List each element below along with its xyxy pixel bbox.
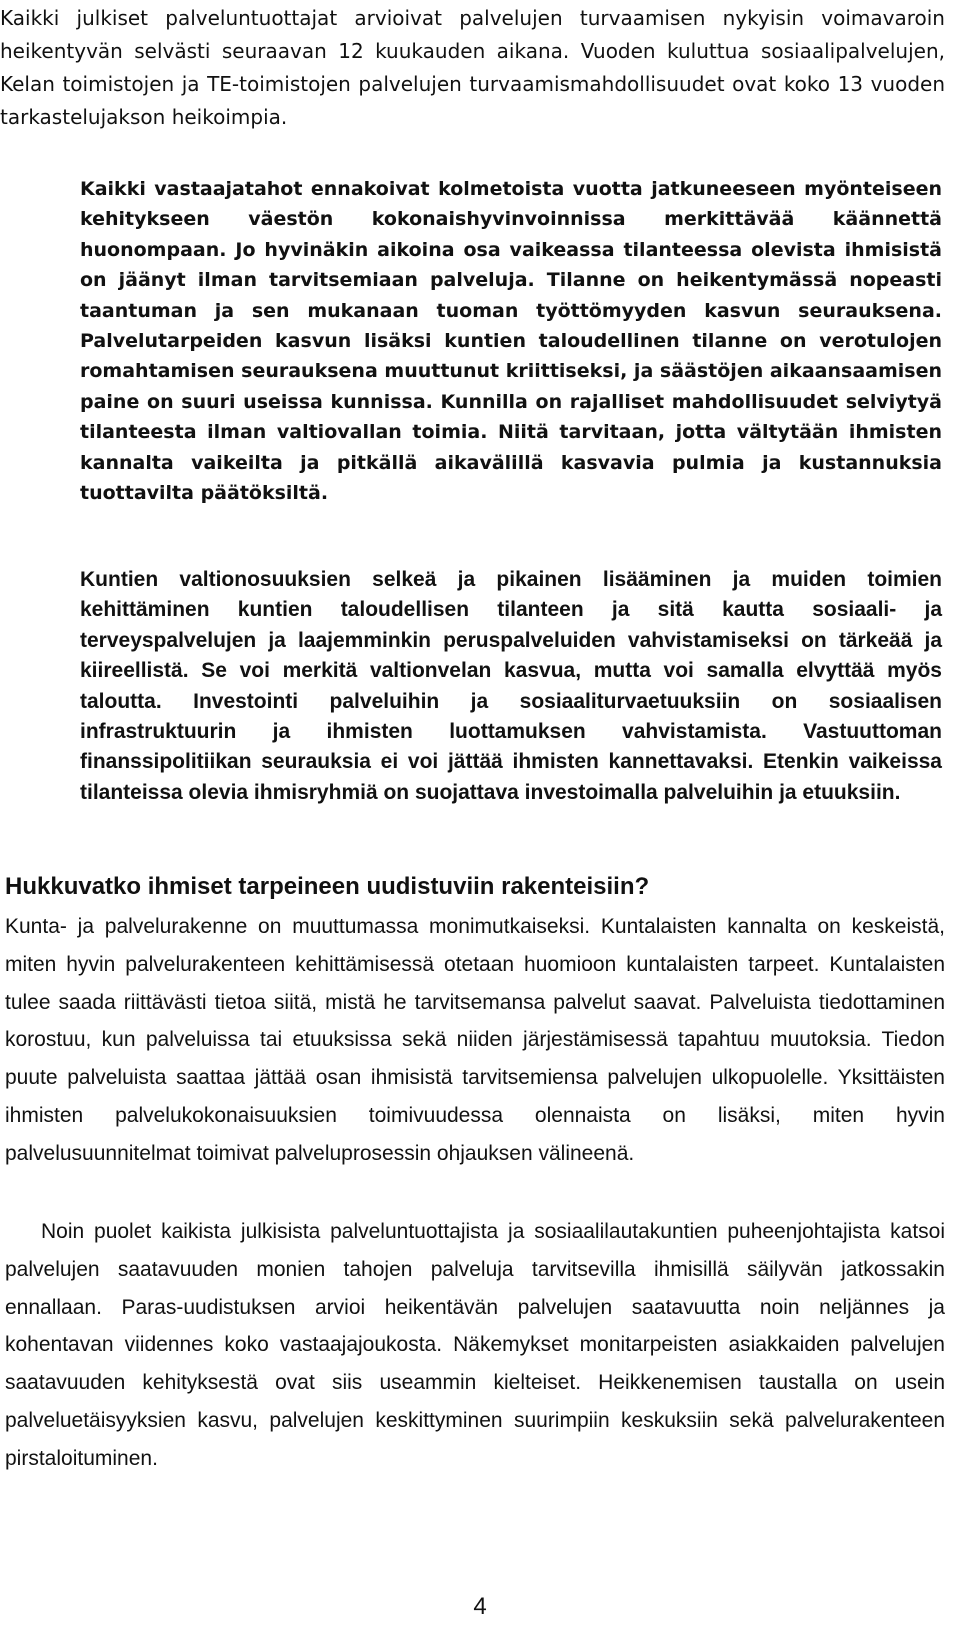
page-number: 4 <box>473 1593 487 1620</box>
section-paragraph-1: Kunta- ja palvelurakenne on muuttumassa monimutkaiseksi. Kuntalaisten kannalta on keskeistä, miten hyvin palvelurakenteen kehittämisessä otetaan huomioon kuntalaisten tarpeet. Kuntalaisten tulee saada riittävästi tietoa siitä, mistä he tarvitsemansa palvelut saavat. Palveluista tiedottaminen korostuu, kun palveluissa tai etuuksissa sekä niiden järjestämisessä tapahtuu muutoksia. Tiedon puute palveluista saattaa jättää osan ihmisistä tarvitsemiensa palvelujen ulkopuolelle. Yksittäisten ihmisten palvelukokonaisuuksien toimivuudessa olennaista on lisäksi, miten hyvin palvelusuunnitelmat toimivat palveluprosessin ohjauksen välineenä. <box>5 915 945 1165</box>
intro-paragraph: Kaikki julkiset palveluntuottajat arvioivat palvelujen turvaamisen nykyisin voimavaroin heikentyvän selvästi seuraavan 12 kuukauden aikana. Vuoden kuluttua sosiaalipalvelujen, Kelan toimistojen ja TE-toimistojen palvelujen turvaamismahdollisuudet ovat koko 13 vuoden tarkastelujakson heikoimpia. <box>0 6 945 129</box>
section-paragraph-2: Noin puolet kaikista julkisista palveluntuottajista ja sosiaalilautakuntien puheenjohtajista katsoi palvelujen saatavuuden monien tahojen palveluja tarvitsevilla ihmisillä säilyvän jatkossakin ennallaan. Paras-uudistuksen arvioi heikentävän palvelujen saatavuutta noin neljännes ja kohentavan viidennes koko vastaajajoukosta. Näkemykset monitarpeisten asiakkaiden palvelujen saatavuuden kehityksestä ovat siis useammin kielteiset. Heikkenemisen taustalla on usein palveluetäisyyksien kasvu, palvelujen keskittyminen suurimpiin keskuksiin sekä palvelurakenteen pirstaloituminen. <box>5 1220 945 1470</box>
emphasis-paragraph-1: Kaikki vastaajatahot ennakoivat kolmetoista vuotta jatkuneeseen myönteiseen kehitykseen väestön kokonaishyvinvoinnissa merkittävää käännettä huonompaan. Jo hyvinäkin aikoina osa vaikeassa tilanteessa olevista ihmisistä on jäänyt ilman tarvitsemiaan palveluja. Tilanne on heikentymässä nopeasti taantuman ja sen mukanaan tuoman työttömyyden kasvun seurauksena. Palvelutarpeiden kasvun lisäksi kuntien taloudellinen tilanne on verotulojen romahtamisen seurauksena muuttunut kriittiseksi, ja säästöjen aikaansaamisen paine on suuri useissa kunnissa. Kunnilla on rajalliset mahdollisuudet selviytyä tilanteesta ilman valtiovallan toimia. Niitä tarvitaan, jotta vältytään ihmisten kannalta vaikeilta ja pitkällä aikavälillä kasvavia pulmia ja kustannuksia tuottavilta päätöksiltä. <box>80 178 942 505</box>
section-heading: Hukkuvatko ihmiset tarpeineen uudistuviin rakenteisiin? <box>5 873 650 900</box>
emphasis-paragraph-2: Kuntien valtionosuuksien selkeä ja pikainen lisääminen ja muiden toimien kehittäminen kuntien taloudellisen tilanteen ja sitä kautta sosiaali- ja terveyspalvelujen ja laajemminkin peruspalveluiden vahvistamiseksi on tärkeää ja kiireellistä. Se voi merkitä valtionvelan kasvua, mutta voi samalla elvyttää myös taloutta. Investointi palveluihin ja sosiaaliturvaetuuksiin on sosiaalisen infrastruktuurin ja ihmisten luottamuksen vahvistamista. Vastuuttoman finanssipolitiikan seurauksia ei voi jättää ihmisten kannettavaksi. Etenkin vaikeissa tilanteissa olevia ihmisryhmiä on suojattava investoimalla palveluihin ja etuuksiin. <box>80 568 942 804</box>
